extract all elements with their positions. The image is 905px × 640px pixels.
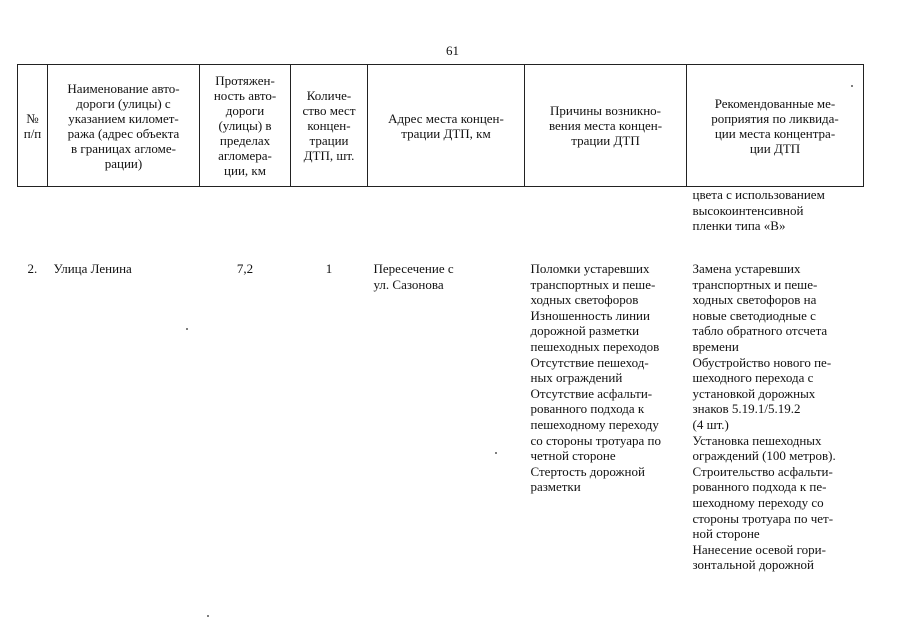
empty-cell <box>291 187 368 258</box>
measure-line: Нанесение осевой гори- <box>692 541 826 557</box>
table-row <box>18 257 864 573</box>
cause-line: дорожной разметки <box>530 323 640 339</box>
measure-line: новые светодиодные с <box>692 307 816 323</box>
cause-line: ходных светофоров <box>530 292 639 308</box>
length-cell: 7,2 <box>236 261 254 276</box>
measure-line: табло обратного отсчета <box>692 323 828 339</box>
header-count <box>291 65 368 187</box>
table-header-row <box>18 65 864 187</box>
address-line: Пересечение с <box>373 261 454 276</box>
measure-line: ходных светофоров на <box>692 292 817 308</box>
row-number: 2. <box>27 261 38 276</box>
measure-line: Обустройство нового пе- <box>692 354 832 370</box>
road-name-cell: Улица Ленина <box>53 261 132 276</box>
header-line: вения места концен- <box>548 118 663 133</box>
scan-speck <box>495 452 497 454</box>
cause-line: Изношенность линии <box>530 307 650 323</box>
measure-line: ограждений (100 метров). <box>692 448 836 464</box>
header-line: ность авто- <box>213 88 277 103</box>
header-line: ции места концентра- <box>714 125 836 141</box>
header-line: Адрес места концен- <box>388 110 504 126</box>
cause-line: разметки <box>530 479 581 495</box>
header-line: Количе- <box>306 88 352 103</box>
continuation-measures-cell <box>687 187 864 258</box>
empty-cell <box>48 187 200 258</box>
header-line: трации ДТП <box>571 133 640 148</box>
count-cell: 1 <box>325 261 333 276</box>
cause-line: Отсутствие пешеход- <box>530 354 649 370</box>
measure-line: рованного подхода к пе- <box>692 479 827 495</box>
cause-line: пешеходных переходов <box>530 338 660 354</box>
header-line: п/п <box>23 125 42 141</box>
header-line: ство мест <box>302 103 356 118</box>
empty-cell <box>200 187 291 258</box>
measure-line: времени <box>692 338 739 354</box>
measure-line: стороны тротуара по чет- <box>692 510 834 526</box>
header-causes <box>525 65 687 187</box>
cause-line: Стертость дорожной <box>530 463 645 479</box>
empty-cell <box>368 187 525 258</box>
cause-line: со стороны тротуара по <box>530 432 661 448</box>
header-road-name <box>48 65 200 187</box>
cause-line: ных ограждений <box>530 370 623 386</box>
header-line: дороги (улицы) с <box>76 95 171 111</box>
measure-line: зонтальной дорожной <box>692 557 815 573</box>
measure-line: шеходного перехода с <box>692 370 814 386</box>
causes-cell <box>525 257 687 573</box>
cause-line: Отсутствие асфальти- <box>530 385 653 401</box>
empty-cell <box>525 187 687 258</box>
header-line: (улицы) в <box>218 118 272 133</box>
header-line: роприятия по ликвида- <box>711 110 839 126</box>
measure-line: пленки типа «В» <box>692 218 786 234</box>
header-line: в границах агломе- <box>71 140 176 156</box>
measure-line: (4 шт.) <box>692 416 729 432</box>
header-length <box>200 65 291 187</box>
header-number <box>18 65 48 187</box>
header-line: Наименование авто- <box>67 80 180 96</box>
address-line: ул. Сазонова <box>373 276 444 292</box>
header-line: ции ДТП <box>749 140 801 156</box>
measure-line: ной стороне <box>692 526 760 542</box>
header-line: трации <box>309 133 349 148</box>
header-line: ции, км <box>224 163 266 178</box>
header-line: Причины возникно- <box>550 103 661 118</box>
scan-speck <box>186 328 188 330</box>
cause-line: транспортных и пеше- <box>530 276 656 292</box>
header-line: ража (адрес объекта <box>67 125 180 141</box>
header-line: дороги <box>225 103 265 118</box>
measure-line: Установка пешеходных <box>692 432 822 448</box>
page-number: 61 <box>446 43 459 58</box>
cause-line: рованного подхода к <box>530 401 645 417</box>
header-line: Рекомендованные ме- <box>714 95 836 111</box>
measure-line: шеходному переходу со <box>692 494 824 510</box>
measure-line: высокоинтенсивной <box>692 202 804 218</box>
header-line: рации) <box>104 155 143 171</box>
continuation-row <box>18 187 864 258</box>
accident-table <box>17 64 863 573</box>
cause-line: четной стороне <box>530 448 616 464</box>
header-line: указанием километ- <box>68 110 179 126</box>
header-line: пределах <box>219 133 271 148</box>
empty-cell <box>18 187 48 258</box>
header-line: трации ДТП, км <box>401 125 491 141</box>
measure-line: транспортных и пеше- <box>692 276 818 292</box>
measure-line: знаков 5.19.1/5.19.2 <box>692 401 801 417</box>
scan-speck <box>851 85 853 87</box>
header-line: № <box>26 110 39 126</box>
scan-speck <box>207 615 209 617</box>
measure-line: Строительство асфальти- <box>692 463 833 479</box>
header-line: концен- <box>307 118 351 133</box>
measures-cell <box>687 257 864 573</box>
measure-line: Замена устаревших <box>692 261 801 276</box>
header-line: ДТП, шт. <box>303 148 355 163</box>
header-line: Протяжен- <box>215 73 275 88</box>
cause-line: Поломки устаревших <box>530 261 650 276</box>
header-address <box>368 65 525 187</box>
measure-line: установкой дорожных <box>692 385 816 401</box>
measure-line: цвета с использованием <box>692 187 825 202</box>
header-measures <box>687 65 864 187</box>
address-cell <box>368 257 525 573</box>
cause-line: пешеходному переходу <box>530 416 659 432</box>
header-line: агломера- <box>218 148 272 163</box>
